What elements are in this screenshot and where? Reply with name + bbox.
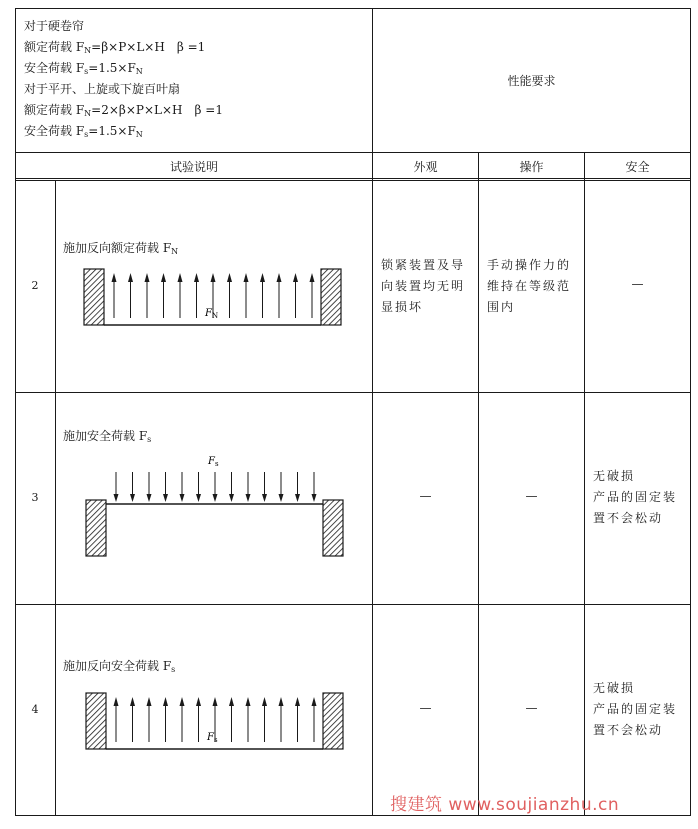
- formula-line-6: 安全荷载 $F_s=1.5\times F_N$: [24, 124, 143, 139]
- load-arrow: [147, 697, 152, 742]
- load-label: $F_s$: [207, 732, 218, 744]
- load-arrow: [163, 472, 168, 502]
- load-arrow: [227, 273, 232, 318]
- safety-line-fixing: 产品的固定装置不会松动: [593, 702, 678, 737]
- load-arrow: [145, 273, 150, 318]
- row-divider-2: [15, 604, 691, 605]
- formula-line-2: 额定荷载 $F_N=\beta\times P\times L\times H$ β =1: [24, 40, 206, 55]
- table-border-right: [690, 8, 691, 816]
- load-label: $F_N$: [205, 308, 219, 320]
- row-divider-1: [15, 392, 691, 393]
- table-border-top: [15, 8, 691, 9]
- load-arrow: [262, 472, 267, 502]
- load-arrow: [260, 273, 265, 318]
- header-divider: [15, 152, 691, 153]
- load-arrow: [312, 472, 317, 502]
- load-arrow: [279, 472, 284, 502]
- test-description: 施加反向额定荷载 $F_N$: [63, 241, 179, 256]
- row-number: 2: [31, 279, 39, 292]
- safety-requirement: [593, 678, 685, 741]
- load-arrow: [293, 273, 298, 318]
- divider-number-column: [55, 180, 56, 816]
- column-header-divider-2: [15, 180, 691, 181]
- operation-requirement: 手动操作力的维持在等级范围内: [487, 258, 572, 314]
- load-diagram-downward: [82, 452, 348, 562]
- load-label: $F_s$: [208, 456, 219, 468]
- row-number: 3: [31, 491, 39, 504]
- table-border-bottom: [15, 815, 691, 816]
- load-arrow: [295, 472, 300, 502]
- appearance-requirement: 锁紧装置及导向装置均无明显损坏: [381, 258, 466, 314]
- safety-line-no-damage: 无破损: [593, 469, 636, 483]
- site-watermark: 搜建筑 www.soujianzhu.cn: [390, 795, 620, 815]
- load-arrow: [246, 697, 251, 742]
- load-arrow: [262, 697, 267, 742]
- column-header-test: 试验说明: [169, 160, 218, 174]
- operation-requirement: —: [525, 701, 538, 715]
- formula-line-5: 额定荷载 $F_N=2\times\beta\times P\times L\times H$ β =1: [24, 103, 223, 118]
- test-description: 施加安全荷载 $F_s$: [63, 429, 152, 444]
- load-arrow: [128, 273, 133, 318]
- operation-requirement: —: [525, 489, 538, 503]
- load-arrow: [163, 697, 168, 742]
- load-arrow: [244, 273, 249, 318]
- safety-requirement: —: [631, 277, 644, 291]
- load-arrow: [312, 697, 317, 742]
- load-arrow: [161, 273, 166, 318]
- load-diagram-upward: [82, 686, 348, 756]
- column-header-appearance: 外观: [413, 160, 438, 174]
- load-arrow: [277, 273, 282, 318]
- column-header-operation: 操作: [519, 160, 544, 174]
- load-arrows: [114, 472, 317, 502]
- table-border-left: [15, 8, 16, 816]
- divider-test-performance: [372, 8, 373, 816]
- load-arrow: [178, 273, 183, 318]
- performance-requirements-heading: 性能要求: [507, 74, 556, 88]
- load-arrow: [130, 472, 135, 502]
- row-number: 4: [31, 703, 39, 716]
- load-arrow: [246, 472, 251, 502]
- load-arrow: [114, 472, 119, 502]
- load-arrow: [279, 697, 284, 742]
- formula-line-1: 对于硬卷帘: [24, 19, 85, 33]
- load-arrow: [114, 697, 119, 742]
- load-arrow: [229, 472, 234, 502]
- safety-line-fixing: 产品的固定装置不会松动: [593, 490, 678, 525]
- formula-line-3: 安全荷载 $F_s=1.5\times F_N$: [24, 61, 143, 76]
- appearance-requirement: —: [419, 701, 432, 715]
- divider-appearance-operation: [478, 152, 479, 816]
- column-header-safety: 安全: [625, 160, 650, 174]
- safety-requirement: [593, 466, 685, 529]
- load-arrow: [180, 472, 185, 502]
- load-arrow: [112, 273, 117, 318]
- divider-operation-safety: [584, 152, 585, 816]
- load-arrow: [310, 273, 315, 318]
- load-arrow: [229, 697, 234, 742]
- load-arrow: [295, 697, 300, 742]
- load-arrow: [147, 472, 152, 502]
- load-arrow: [213, 472, 218, 502]
- load-arrow: [194, 273, 199, 318]
- load-arrow: [196, 697, 201, 742]
- load-arrow: [130, 697, 135, 742]
- load-arrow: [180, 697, 185, 742]
- load-arrow: [196, 472, 201, 502]
- safety-line-no-damage: 无破损: [593, 681, 636, 695]
- appearance-requirement: —: [419, 489, 432, 503]
- test-description: 施加反向安全荷载 $F_s$: [63, 659, 176, 674]
- load-diagram-upward: [80, 262, 346, 332]
- column-header-divider: [15, 178, 691, 179]
- formula-line-4: 对于平开、上旋或下旋百叶扇: [24, 82, 181, 96]
